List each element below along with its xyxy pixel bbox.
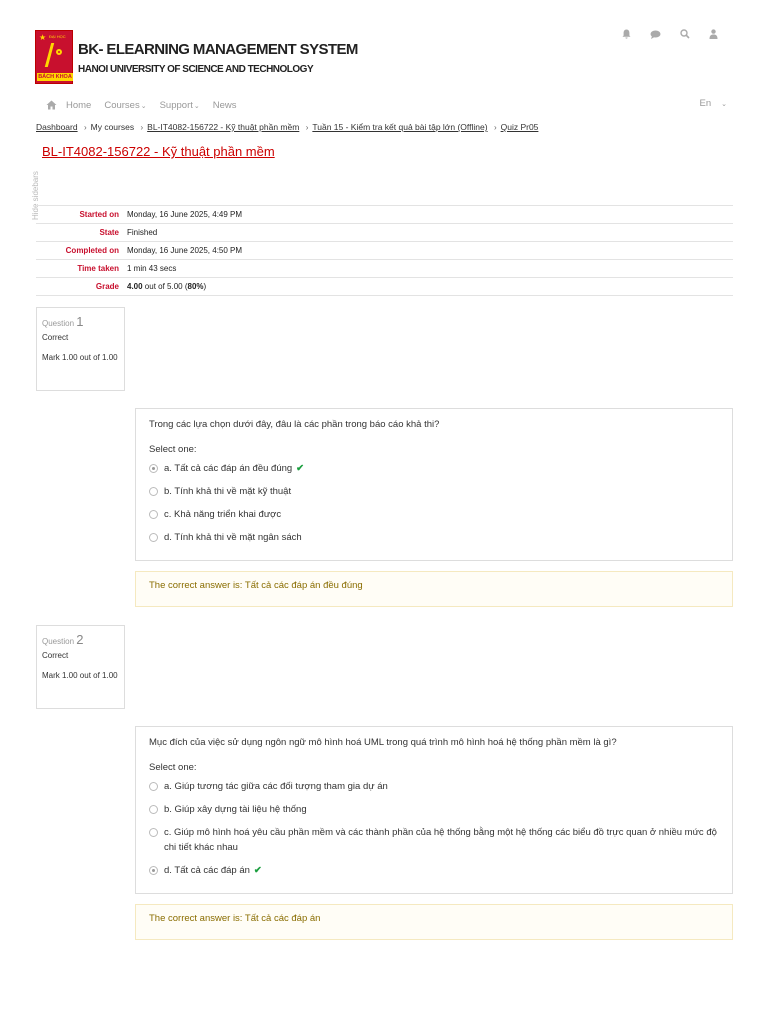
question-prompt: Trong các lựa chọn dưới đây, đâu là các phần trong báo cáo khả thi? bbox=[149, 419, 440, 430]
summary-value bbox=[123, 278, 733, 296]
logo-tiny-text: ĐẠI HỌC bbox=[49, 34, 66, 39]
summary-value: Monday, 16 June 2025, 4:49 PM bbox=[127, 210, 243, 219]
question-info-box bbox=[36, 625, 125, 709]
chevron-down-icon: ⌄ bbox=[193, 102, 200, 110]
bell-icon[interactable] bbox=[612, 27, 641, 41]
home-icon[interactable] bbox=[36, 100, 66, 110]
summary-row bbox=[36, 224, 733, 242]
radio-button[interactable] bbox=[149, 805, 158, 814]
option-text: c. Giúp mô hình hoá yêu cầu phần mềm và các thành phần của hệ thống bằng một hệ thống các biểu đồ trực quan ở nhiều mức độ chi tiết khác nhau bbox=[164, 827, 717, 853]
option-text: b. Giúp xây dựng tài liệu hệ thống bbox=[164, 804, 307, 815]
summary-row bbox=[36, 260, 733, 278]
radio-button[interactable] bbox=[149, 533, 158, 542]
grade-score: 4.00 bbox=[127, 282, 143, 291]
logo-circle bbox=[56, 49, 62, 55]
radio-button[interactable] bbox=[149, 866, 158, 875]
star-icon: ★ bbox=[39, 33, 47, 42]
radio-button[interactable] bbox=[149, 510, 158, 519]
option-text: b. Tính khả thi về mặt kỹ thuật bbox=[164, 486, 292, 497]
summary-label: State bbox=[99, 228, 119, 237]
top-icon-bar bbox=[612, 27, 728, 41]
user-icon[interactable] bbox=[699, 27, 728, 41]
summary-label: Time taken bbox=[77, 264, 119, 273]
chat-icon[interactable] bbox=[641, 27, 670, 41]
breadcrumb-dashboard[interactable]: Dashboard bbox=[36, 122, 78, 132]
chevron-down-icon: ⌄ bbox=[721, 101, 727, 108]
option-text: d. Tất cả các đáp án bbox=[164, 865, 250, 876]
question-state: Correct bbox=[42, 651, 69, 660]
summary-label: Grade bbox=[95, 282, 119, 291]
question-content bbox=[135, 408, 733, 561]
summary-row bbox=[36, 206, 733, 224]
question-number-value: 2 bbox=[76, 632, 84, 647]
breadcrumb-separator-icon: › bbox=[305, 123, 309, 132]
question-mark: Mark 1.00 out of 1.00 bbox=[42, 353, 118, 362]
breadcrumb-course[interactable]: BL-IT4082-156722 - Kỹ thuật phần mềm bbox=[147, 122, 300, 132]
answer-option[interactable] bbox=[149, 863, 719, 878]
option-text: c. Khả năng triển khai được bbox=[164, 509, 282, 520]
question-state: Correct bbox=[42, 333, 69, 342]
answer-option[interactable] bbox=[149, 507, 719, 522]
logo-text: BÁCH KHOA bbox=[38, 74, 72, 80]
answer-option[interactable] bbox=[149, 825, 719, 855]
question-number-value: 1 bbox=[76, 314, 84, 329]
logo-mark bbox=[45, 43, 67, 67]
option-text: d. Tính khả thi về mặt ngân sách bbox=[164, 532, 302, 543]
question-number bbox=[42, 632, 119, 647]
summary-value: Finished bbox=[127, 228, 158, 237]
summary-value: Monday, 16 June 2025, 4:50 PM bbox=[127, 246, 243, 255]
site-title: BK- ELEARNING MANAGEMENT SYSTEM bbox=[78, 41, 358, 58]
quiz-summary-table bbox=[36, 205, 733, 296]
breadcrumb bbox=[36, 122, 538, 132]
nav-support-label: Support bbox=[159, 99, 193, 111]
radio-button[interactable] bbox=[149, 828, 158, 837]
breadcrumb-separator-icon: › bbox=[140, 123, 144, 132]
question-mark: Mark 1.00 out of 1.00 bbox=[42, 671, 118, 680]
question-content bbox=[135, 726, 733, 894]
grade-end: ) bbox=[203, 282, 207, 291]
breadcrumb-quiz[interactable]: Quiz Pr05 bbox=[500, 122, 539, 132]
grade-percent: 80% bbox=[187, 282, 204, 291]
check-icon: ✔ bbox=[296, 463, 305, 474]
language-label: En bbox=[699, 98, 712, 109]
grade-rest: out of 5.00 ( bbox=[142, 282, 188, 291]
nav-support[interactable] bbox=[160, 100, 200, 111]
breadcrumb-my-courses: My courses bbox=[90, 122, 135, 132]
radio-button[interactable] bbox=[149, 782, 158, 791]
correct-answer-feedback: The correct answer is: Tất cả các đáp án đều đúng bbox=[135, 571, 733, 607]
summary-label: Completed on bbox=[65, 246, 119, 255]
question-info-box bbox=[36, 307, 125, 391]
nav-home-label: Home bbox=[66, 99, 92, 111]
nav-home[interactable] bbox=[66, 100, 91, 111]
nav-news-label: News bbox=[212, 99, 237, 111]
chevron-down-icon: ⌄ bbox=[140, 102, 147, 110]
option-text: a. Tất cả các đáp án đều đúng bbox=[164, 463, 293, 474]
answer-option[interactable] bbox=[149, 484, 719, 499]
summary-row bbox=[36, 278, 733, 296]
select-one-label: Select one: bbox=[149, 762, 197, 773]
course-title-link[interactable]: BL-IT4082-156722 - Kỹ thuật phần mềm bbox=[42, 144, 275, 159]
breadcrumb-separator-icon: › bbox=[493, 123, 497, 132]
question-prompt: Mục đích của việc sử dụng ngôn ngữ mô hình hoá UML trong quá trình mô hình hoá hệ thống phần mềm là gì? bbox=[149, 737, 617, 748]
summary-label: Started on bbox=[79, 210, 119, 219]
site-subtitle: HANOI UNIVERSITY OF SCIENCE AND TECHNOLOGY bbox=[78, 64, 314, 75]
option-text: a. Giúp tương tác giữa các đối tượng tham gia dự án bbox=[164, 781, 388, 792]
nav-courses[interactable] bbox=[104, 100, 146, 111]
question-label: Question bbox=[42, 319, 75, 328]
nav-courses-label: Courses bbox=[104, 99, 140, 111]
answer-option[interactable] bbox=[149, 461, 719, 476]
answer-option[interactable] bbox=[149, 779, 719, 794]
nav-news[interactable] bbox=[213, 100, 237, 111]
question-number bbox=[42, 314, 119, 329]
summary-row bbox=[36, 242, 733, 260]
summary-value: 1 min 43 secs bbox=[127, 264, 177, 273]
search-icon[interactable] bbox=[670, 27, 699, 41]
question-label: Question bbox=[42, 637, 75, 646]
hide-sidebars-toggle[interactable]: Hide sidebars bbox=[31, 171, 40, 220]
check-icon: ✔ bbox=[253, 865, 262, 876]
correct-answer-feedback: The correct answer is: Tất cả các đáp án bbox=[135, 904, 733, 940]
radio-button[interactable] bbox=[149, 464, 158, 473]
site-logo[interactable] bbox=[35, 30, 73, 84]
radio-button[interactable] bbox=[149, 487, 158, 496]
language-selector[interactable] bbox=[700, 98, 728, 109]
main-navigation bbox=[36, 97, 733, 113]
breadcrumb-week[interactable]: Tuần 15 - Kiểm tra kết quả bài tập lớn (Offline) bbox=[312, 122, 488, 132]
answer-option[interactable] bbox=[149, 530, 719, 545]
select-one-label: Select one: bbox=[149, 444, 197, 455]
breadcrumb-separator-icon: › bbox=[83, 123, 87, 132]
answer-option[interactable] bbox=[149, 802, 719, 817]
